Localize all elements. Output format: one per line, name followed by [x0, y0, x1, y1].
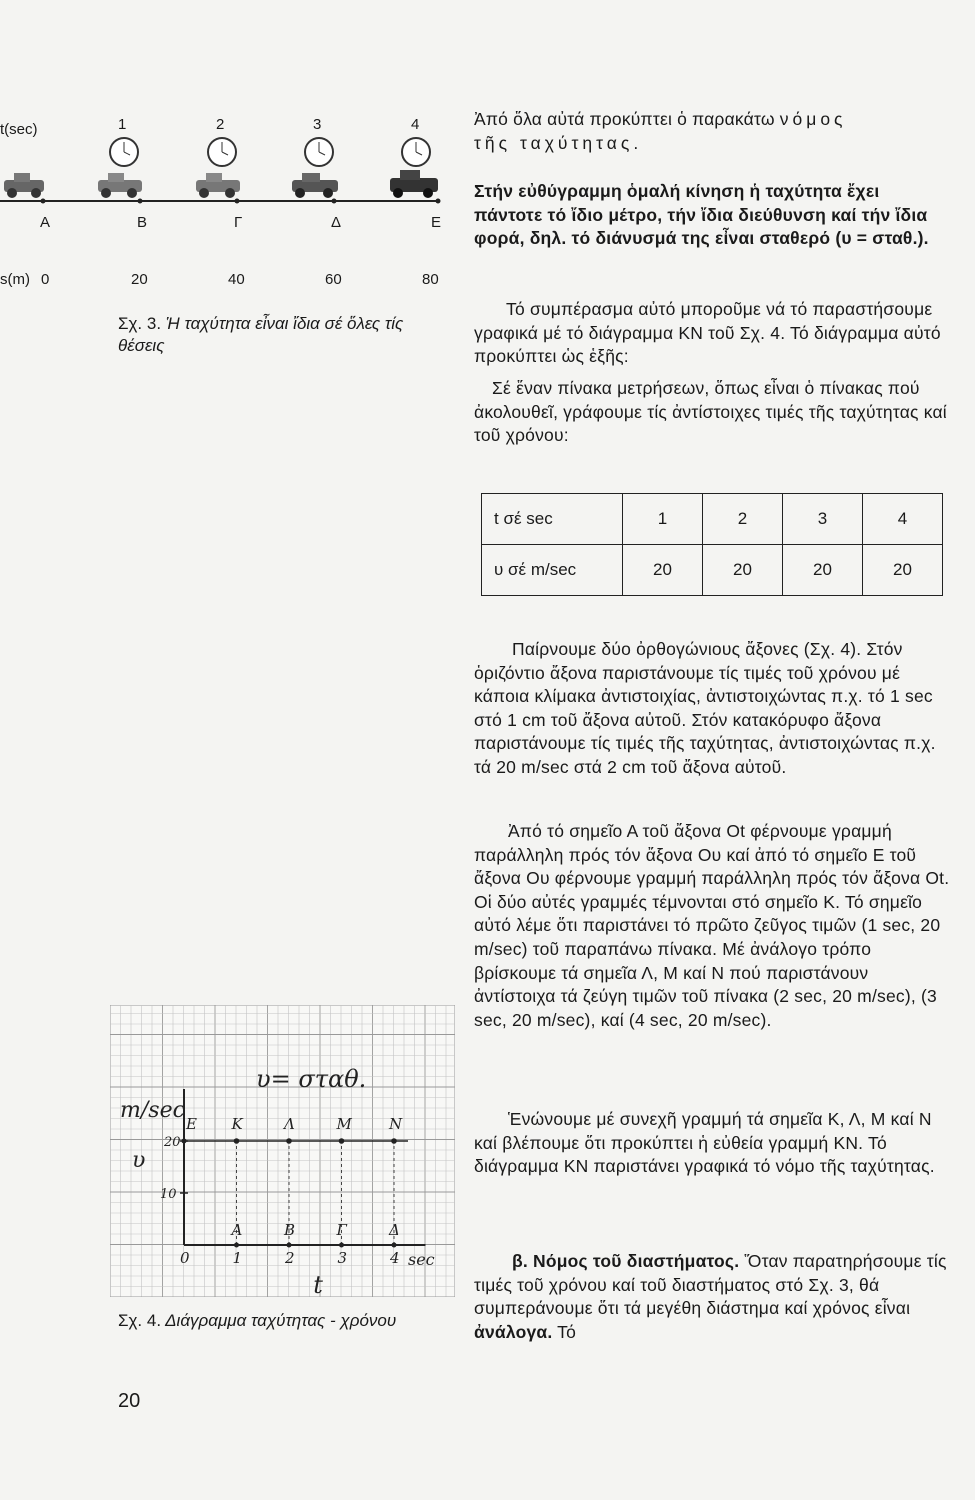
x-tick-label: 0	[180, 1249, 190, 1267]
intro-paragraph: Ἀπό ὅλα αὐτά προκύπτει ὁ παρακάτω νόμος τῆς ταχύτητας.	[474, 109, 847, 153]
axis-point-label: A	[231, 1221, 243, 1239]
paragraph-conclusion: Τό συμπέρασμα αὐτό μποροῦμε νά τό παραστήσουμε γραφικά μέ τό διάγραμμα ΚΝ τοῦ Σχ. 4. Τό διάγραμμα αὐτό προκύπτει ὡς ἑξῆς:	[474, 299, 941, 367]
time-label-1: 1	[118, 116, 127, 133]
paragraph-table-intro: Σέ ἕναν πίνακα μετρήσεων, ὅπως εἶναι ὁ πίνακας πού ἀκολουθεῖ, γράφουμε τίς ἀντίστοιχες τιμές τῆς ταχύτητας καί τοῦ χρόνου:	[474, 378, 947, 446]
axis-point	[287, 1243, 292, 1248]
measurement-table	[481, 493, 943, 596]
table-cell: 20	[623, 545, 703, 596]
point-label-a: A	[40, 214, 51, 231]
time-label-4: 4	[411, 116, 420, 133]
table-cell: 20	[703, 545, 783, 596]
car-icon	[292, 173, 338, 198]
clock-icon	[402, 138, 430, 166]
figure-3-caption: Σχ. 3. Ἡ ταχύτητα εἶναι ἴδια σέ ὅλες τίς θέσεις	[118, 314, 404, 355]
data-point	[286, 1138, 292, 1144]
distance-20: 20	[131, 271, 148, 288]
distance-60: 60	[325, 271, 342, 288]
table-cell: 1	[623, 494, 703, 545]
paragraph-axes: Παίρνουμε δύο ὀρθογώνιους ἄξονες (Σχ. 4). Στόν ὁριζόντιο ἄξονα παριστάνουμε τίς τιμές τοῦ χρόνου μέ κάποια κλίμακα ἀντιστοιχίας, ἀντιστοιχώντας π.χ. τό 1 sec στό 1 cm τοῦ ἄξονα αὐτοῦ. Στόν κατακόρυφο ἄξονα παριστάνουμε τίς τιμές τῆς ταχύτητας, ἀντιστοιχώντας π.χ. τά 20 m/sec στά 2 cm τοῦ ἄξονα αὐτοῦ.	[474, 639, 936, 777]
paragraph-points: Ἀπό τό σημεῖο Α τοῦ ἄξονα Οt φέρνουμε γραμμή παράλληλη πρός τόν ἄξονα Ου καί ἀπό τό σημεῖο Ε τοῦ ἄξονα Ου φέρνουμε γραμμή παράλληλη πρός τόν ἄξονα Οt. Οἱ δύο αὐτές γραμμές τέμνονται στό σημεῖο Κ. Τό σημεῖο αὐτό λέμε ὅτι παριστάνει τό πρῶτο ζεῦγος τιμῶν (1 sec, 20 m/sec) τοῦ παραπάνω πίνακα. Μέ ἀνάλογο τρόπο βρίσκουμε τά σημεῖα Λ, Μ καί Ν πού παριστάνουν ἀντίστοιχα τά ζεύγη τιμῶν τοῦ πίνακα (2 sec, 20 m/sec), (3 sec, 20 m/sec), καί (4 sec, 20 m/sec).	[474, 821, 950, 1030]
x-tick-label: 2	[285, 1249, 295, 1267]
table-header-velocity: υ σέ m/sec	[482, 545, 623, 596]
motion-illustration	[0, 130, 460, 230]
axis-point-label: B	[284, 1221, 296, 1239]
car-icon	[196, 173, 240, 198]
x-tick-label: 1	[232, 1249, 243, 1267]
table-cell: 4	[863, 494, 943, 545]
car-icon	[4, 173, 44, 198]
point-label: K	[231, 1115, 243, 1133]
section-heading: β. Νόμος τοῦ διαστήματος.	[512, 1251, 740, 1271]
car-icon	[98, 173, 142, 198]
y-tick-label-10: 10	[160, 1187, 177, 1202]
car-icon	[390, 170, 438, 198]
axis-point	[392, 1243, 397, 1248]
y-axis-unit-label: m/sec	[120, 1098, 185, 1123]
data-point	[339, 1138, 345, 1144]
time-label-2: 2	[216, 116, 225, 133]
figure-4-caption: Σχ. 4. Διάγραμμα ταχύτητας - χρόνου	[118, 1311, 397, 1330]
distance-0: 0	[41, 271, 50, 288]
axis-point-label: Δ	[389, 1221, 400, 1239]
paragraph-line-kn: Ἑνώνουμε μέ συνεχῆ γραμμή τά σημεῖα Κ, Λ, Μ καί Ν καί βλέπουμε ὅτι προκύπτει ἡ εὐθεία γραμμή ΚΝ. Τό διάγραμμα ΚΝ παριστάνει γραφικά τό νόμο τῆς ταχύτητας.	[474, 1109, 935, 1177]
s-axis-label: s(m)	[0, 271, 30, 288]
table-row	[482, 545, 943, 596]
page-number: 20	[118, 1390, 141, 1412]
law-statement: Στήν εὐθύγραμμη ὁμαλή κίνηση ἡ ταχύτητα ἔχει πάντοτε τό ἴδιο μέτρο, τήν ἴδια διεύθυνση καί τήν ἴδια φορά, δηλ. τό διάνυσμά της εἶναι σταθερό (υ = σταθ.).	[474, 181, 929, 249]
velocity-time-chart	[110, 1005, 455, 1297]
table-header-time: t σέ sec	[482, 494, 623, 545]
x-tick-label: 4	[390, 1249, 400, 1267]
table-cell: 2	[703, 494, 783, 545]
point-label: E	[186, 1115, 197, 1133]
clock-icon	[305, 138, 333, 166]
point-label: Λ	[284, 1115, 295, 1133]
clock-icon	[208, 138, 236, 166]
y-tick-label-20: 20	[164, 1135, 181, 1150]
point-label: M	[336, 1115, 352, 1133]
point-label-b: B	[137, 214, 148, 231]
t-axis-label: t(sec)	[0, 121, 38, 138]
x-tick-label: 3	[337, 1249, 348, 1267]
grid-background	[110, 1005, 455, 1297]
point-label: N	[389, 1115, 403, 1133]
axis-point	[339, 1243, 344, 1248]
table-cell: 20	[863, 545, 943, 596]
x-axis-symbol-label: t	[313, 1271, 323, 1297]
table-row	[482, 494, 943, 545]
data-point	[234, 1138, 240, 1144]
paragraph-distance-law: β. Νόμος τοῦ διαστήματος. Ὅταν παρατηρήσουμε τίς τιμές τοῦ χρόνου καί τοῦ διαστήματος στό Σχ. 3, θά συμπεράνουμε ὅτι τά μεγέθη διάστημα καί χρόνος εἶναι ἀνάλογα. Τό	[474, 1251, 947, 1342]
time-label-3: 3	[313, 116, 322, 133]
point-label-gamma: Γ	[234, 214, 243, 231]
table-cell: 3	[783, 494, 863, 545]
clock-icon	[110, 138, 138, 166]
chart-grid	[110, 1005, 455, 1297]
point-label-delta: Δ	[331, 214, 342, 231]
distance-40: 40	[228, 271, 245, 288]
axis-point-label: Γ	[336, 1221, 347, 1239]
chart-title: υ= σταθ.	[256, 1065, 367, 1093]
y-axis-symbol-label: υ	[132, 1148, 146, 1173]
axis-point	[234, 1243, 239, 1248]
table-cell: 20	[783, 545, 863, 596]
data-point	[391, 1138, 397, 1144]
distance-80: 80	[422, 271, 439, 288]
x-axis-unit-label: sec	[408, 1250, 435, 1269]
point-label-e: E	[431, 214, 442, 231]
